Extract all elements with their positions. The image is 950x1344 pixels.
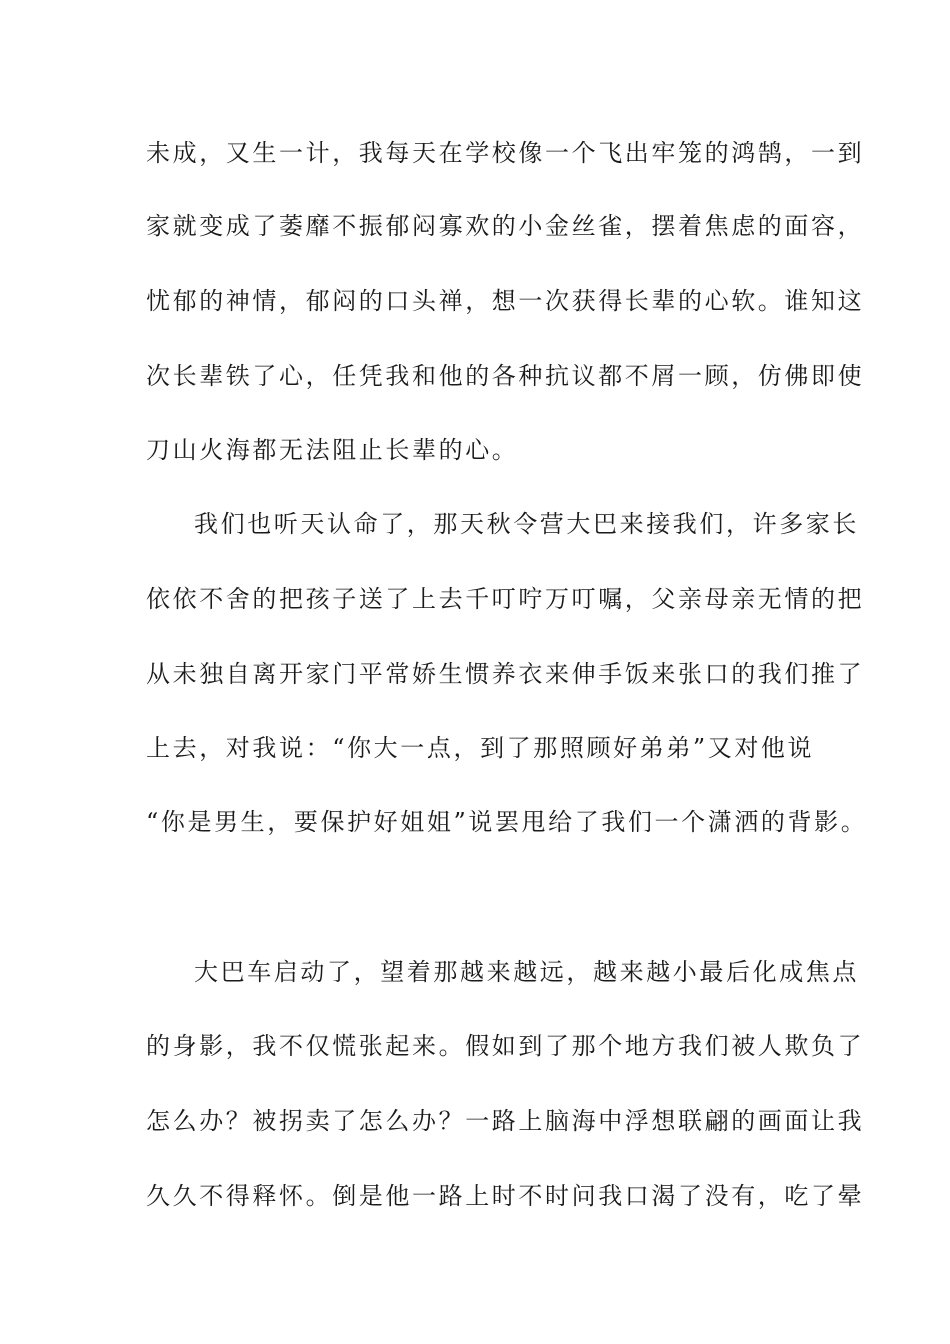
text-line: 次长辈铁了心，任凭我和他的各种抗议都不屑一顾，仿佛即使 (146, 362, 865, 390)
text-line: 刀山火海都无法阻止长辈的心。 (146, 436, 519, 464)
text-line: 大巴车启动了，望着那越来越远，越来越小最后化成焦点 (194, 958, 859, 986)
text-line: 家就变成了萎靡不振郁闷寡欢的小金丝雀，摆着焦虑的面容， (146, 212, 865, 240)
text-line: 怎么办？被拐卖了怎么办？一路上脑海中浮想联翩的画面让我 (146, 1107, 865, 1135)
text-line: 忧郁的神情，郁闷的口头禅，想一次获得长辈的心软。谁知这 (146, 287, 865, 315)
text-line: “你是男生，要保护好姐姐”说罢甩给了我们一个潇洒的背影。 (146, 808, 868, 836)
text-line: 上去，对我说：“你大一点，到了那照顾好弟弟”又对他说 (146, 734, 815, 762)
text-line: 未成，又生一计，我每天在学校像一个飞出牢笼的鸿鹄，一到 (146, 139, 865, 167)
text-line: 从未独自离开家门平常娇生惯养衣来伸手饭来张口的我们推了 (146, 660, 865, 688)
text-line: 依依不舍的把孩子送了上去千叮咛万叮嘱，父亲母亲无情的把 (146, 585, 865, 613)
text-line: 久久不得释怀。倒是他一路上时不时问我口渴了没有，吃了晕 (146, 1182, 865, 1210)
text-line: 的身影，我不仅慌张起来。假如到了那个地方我们被人欺负了 (146, 1032, 865, 1060)
text-line: 我们也听天认命了，那天秋令营大巴来接我们，许多家长 (194, 510, 859, 538)
